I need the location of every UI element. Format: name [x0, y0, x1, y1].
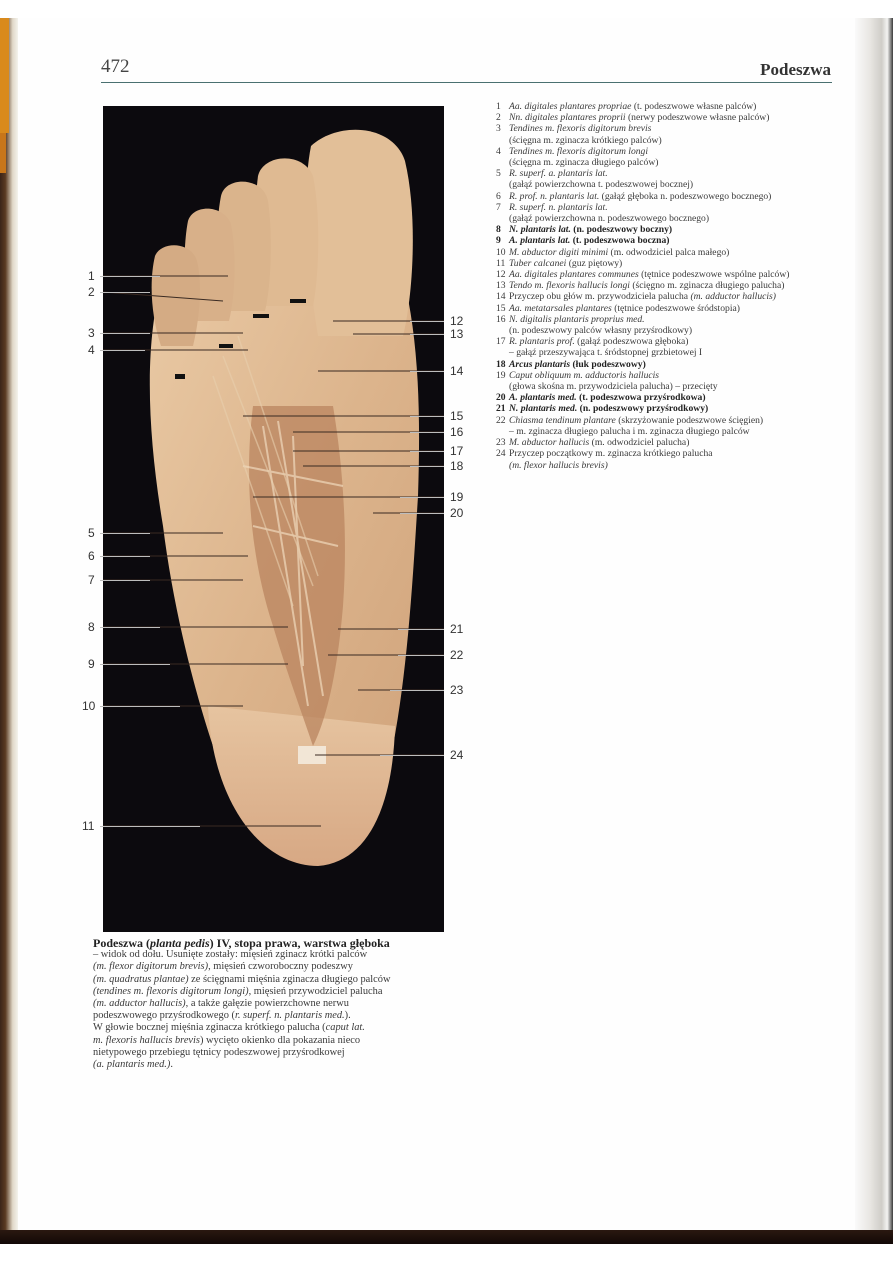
leader-line-4 [100, 350, 145, 351]
caption-line: (m. flexor digitorum brevis), mięsień czworoboczny podeszwy [93, 961, 353, 973]
legend-item-19: 19 Caput obliquum m. adductoris hallucis (głowa skośna m. przywodziciela palucha) – przecięty [496, 369, 718, 393]
book-page-edge-right [855, 18, 893, 1233]
leader-line-9 [100, 664, 170, 665]
legend-item-23: 23 M. abductor hallucis (m. odwodziciel palucha) [496, 437, 690, 449]
book-spine-edge [0, 18, 18, 1233]
label-24: 24 [450, 748, 464, 762]
label-1: 1 [88, 269, 95, 283]
leader-line-18 [410, 466, 444, 467]
label-12: 12 [450, 314, 464, 328]
leader-line-8 [100, 627, 160, 628]
header-rule [101, 82, 832, 83]
legend-item-12: 12 Aa. digitales plantares communes (tętnice podeszwowe wspólne palców) [496, 269, 790, 281]
label-11: 11 [82, 819, 95, 833]
legend-item-14: 14 Przyczep obu głów m. przywodziciela palucha (m. adductor hallucis) [496, 291, 776, 303]
caption-line: m. flexoris hallucis brevis) wycięto okienko dla pokazania nieco [93, 1034, 361, 1046]
legend-item-16: 16 N. digitalis plantaris proprius med. (n. podeszwowy palców własny przyśrodkowy) [496, 313, 693, 337]
label-5: 5 [88, 526, 95, 540]
leader-line-20 [400, 513, 444, 514]
caption-line: – widok od dołu. Usunięte zostały: mięsień zginacz krótki palców [93, 949, 368, 961]
label-8: 8 [88, 620, 95, 634]
leader-line-10 [100, 706, 180, 707]
leader-line-21 [398, 629, 444, 630]
leader-line-11 [100, 826, 200, 827]
caption-line: (tendines m. flexoris digitorum longi), mięsień przywodziciel palucha [93, 985, 383, 997]
caption-line: (m. quadratus plantae) ze ścięgnami mięśnia zginacza długiego palców [93, 973, 391, 985]
legend-item-17: 17 R. plantaris prof. (gałąź podeszwowa głęboka) – gałąź przeszywająca t. śródstopnej grzbietowej I [496, 336, 703, 359]
running-head: Podeszwa [760, 60, 831, 79]
legend-item-15: 15 Aa. metatarsales plantares (tętnice podeszwowe śródstopia) [496, 302, 740, 314]
legend-item-2: 2 Nn. digitales plantares proprii (nerwy podeszwowe własne palców) [496, 112, 770, 124]
leader-line-5 [100, 533, 150, 534]
leader-line-14 [410, 371, 444, 372]
figure-legend [496, 101, 856, 471]
legend-item-20: 20 A. plantaris med. (t. podeszwowa przyśrodkowa) [496, 392, 706, 404]
legend-item-6: 6 R. prof. n. plantaris lat. (gałąź głęboka n. podeszwowego bocznego) [496, 190, 772, 202]
legend-item-4: 4 Tendines m. flexoris digitorum longi (ścięgna m. zginacza długiego palców) [496, 145, 659, 169]
caption-line: W głowie bocznej mięśnia zginacza krótkiego palucha (caput lat. [93, 1022, 365, 1034]
label-6: 6 [88, 549, 95, 563]
legend-item-3: 3 Tendines m. flexoris digitorum brevis (ścięgna m. zginacza krótkiego palców) [496, 123, 662, 146]
legend-item-8: 8 N. plantaris lat. (n. podeszwowy boczny) [496, 224, 673, 236]
legend-item-13: 13 Tendo m. flexoris hallucis longi (ścięgno m. zginacza długiego palucha) [496, 280, 785, 292]
leader-line-19 [400, 497, 444, 498]
leader-line-3 [100, 333, 150, 334]
leader-line-12 [410, 321, 444, 322]
label-17: 17 [450, 444, 464, 458]
leader-line-16 [410, 432, 444, 433]
caption-line: (a. plantaris med.). [93, 1059, 173, 1071]
label-23: 23 [450, 683, 464, 697]
label-2: 2 [88, 285, 95, 299]
leader-line-24 [380, 755, 444, 756]
leader-line-22 [398, 655, 444, 656]
legend-item-22: 22 Chiasma tendinum plantare (skrzyżowanie podeszwowe ścięgien) – m. zginacza długiego palucha i m. zginacza długiego palców [496, 414, 764, 437]
label-16: 16 [450, 425, 464, 439]
leader-line-7 [100, 580, 150, 581]
legend-item-21: 21 N. plantaris med. (n. podeszwowy przyśrodkowy) [496, 403, 709, 415]
legend-item-7: 7 R. superf. n. plantaris lat. (gałąź powierzchowna n. podeszwowego bocznego) [496, 201, 710, 225]
label-21: 21 [450, 622, 464, 636]
label-9: 9 [88, 657, 95, 671]
label-4: 4 [88, 343, 95, 357]
label-22: 22 [450, 648, 464, 662]
leader-line-23 [390, 690, 444, 691]
orange-tab-marker-2 [0, 133, 6, 173]
label-13: 13 [450, 327, 464, 341]
scan-margin-top [0, 0, 893, 18]
label-19: 19 [450, 490, 464, 504]
leader-line-13 [410, 334, 444, 335]
page-number: 472 [101, 56, 130, 77]
caption-line: nietypowego przebiegu tętnicy podeszwowej przyśrodkowej [93, 1046, 345, 1058]
caption-title: Podeszwa (planta pedis) IV, stopa prawa, warstwa głęboka [93, 936, 390, 950]
figure-caption [93, 937, 463, 1071]
scan-margin-bottom [0, 1244, 893, 1263]
label-20: 20 [450, 506, 464, 520]
caption-line: podeszwowego przyśrodkowego (r. superf. n. plantaris med.). [93, 1010, 351, 1022]
anatomy-photo [103, 106, 444, 932]
legend-item-10: 10 M. abductor digiti minimi (m. odwodziciel palca małego) [496, 246, 730, 258]
label-15: 15 [450, 409, 464, 423]
label-18: 18 [450, 459, 464, 473]
legend-item-24: 24 Przyczep początkowy m. zginacza krótkiego palucha (m. flexor hallucis brevis) [496, 448, 713, 471]
leader-line-1 [100, 276, 160, 277]
leader-line-15 [410, 416, 444, 417]
book-bottom-edge [0, 1230, 893, 1244]
legend-item-5: 5 R. superf. a. plantaris lat. (gałąź powierzchowna t. podeszwowej bocznej) [496, 168, 694, 191]
label-3: 3 [88, 326, 95, 340]
legend-item-11: 11 Tuber calcanei (guz piętowy) [496, 257, 623, 269]
label-7: 7 [88, 573, 95, 587]
orange-tab-marker [0, 18, 9, 133]
leader-line-6 [100, 556, 150, 557]
leader-line-2 [100, 292, 150, 293]
label-10: 10 [82, 699, 96, 713]
legend-item-9: 9 A. plantaris lat. (t. podeszwowa boczna) [496, 235, 670, 247]
legend-item-18: 18 Arcus plantaris (łuk podeszwowy) [496, 358, 646, 370]
legend-item-1: 1 Aa. digitales plantares propriae (t. podeszwowe własne palców) [496, 101, 757, 112]
label-14: 14 [450, 364, 464, 378]
foot-illustration [103, 106, 444, 932]
leader-line-17 [410, 451, 444, 452]
caption-line: (m. adductor hallucis), a także gałęzie powierzchowne nerwu [93, 998, 349, 1010]
